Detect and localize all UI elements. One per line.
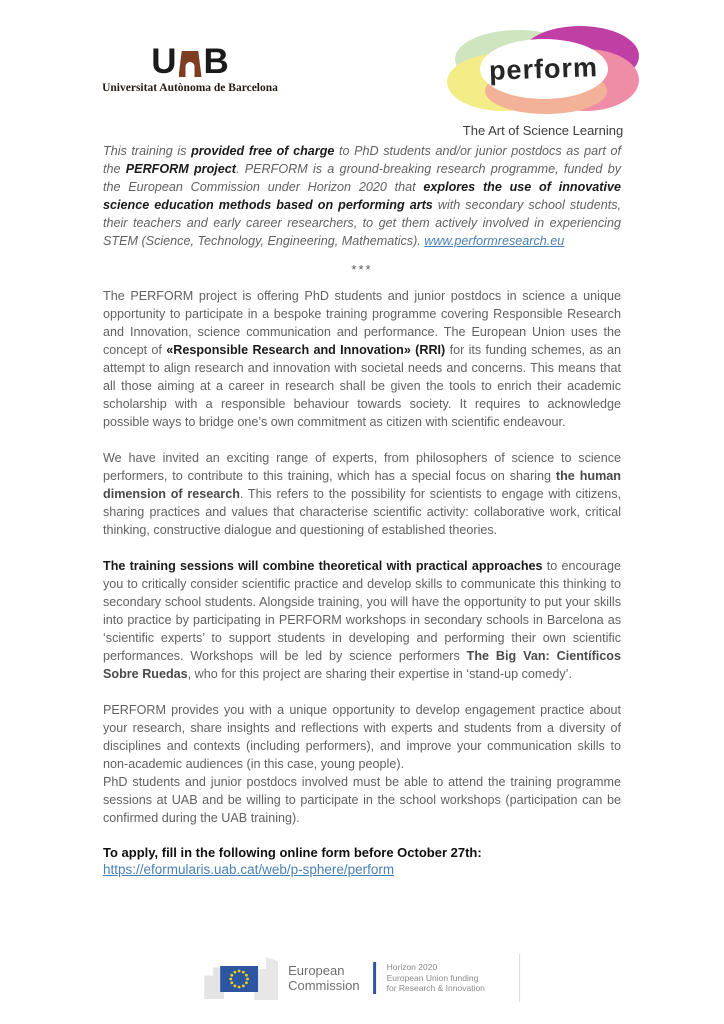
text-segment: with secondary school students, their teachers and early career researchers, to get them actively involved in experiencing STEM (Science, Technology, Engineering, Mathematics). — [103, 198, 621, 248]
text-segment: to PhD students and/or junior postdocs as part of the — [103, 144, 621, 176]
ec-name-line2: Commission — [288, 978, 360, 993]
ec-name — [288, 963, 360, 993]
funding-line3: for Research & Innovation — [386, 983, 485, 994]
paragraph-rri — [103, 287, 621, 431]
text-segment: PERFORM provides you with a unique opportunity to develop engagement practice about your research, share insights and reflections with experts and students from a diversity of disciplines and contexts (including performers), and improve your communication skills to non-academic audiences (in this case, young people). — [103, 703, 621, 771]
horizon-funding-text — [387, 962, 485, 994]
paragraph-training-sessions — [103, 557, 621, 683]
text-segment: We have invited an exciting range of experts, from philosophers of science to science performers, to contribute to this training, which has a special focus on sharing — [103, 451, 621, 483]
european-commission-logo — [204, 955, 278, 1001]
text-segment: explores the use of innovative science education methods based on performing arts — [103, 180, 621, 212]
paragraph-requirements — [103, 773, 621, 827]
perform-tagline: The Art of Science Learning — [462, 123, 624, 138]
document-body — [103, 142, 621, 877]
apply-heading: To apply, fill in the following online form before October 27th: — [103, 845, 482, 860]
ec-separator-bar — [373, 962, 376, 994]
text-segment: to encourage you to critically consider scientific practice and develop skills to communicate this thinking to secondary school students. Alongside training, you will have the opportunity to put your skills into practice by participating in PERFORM workshops in secondary schools in Barcelona as ‘scientific experts’ to support students in developing and performing their own scientific performances. Workshops will be led by science performers — [103, 559, 621, 663]
perform-ring-center — [480, 39, 608, 99]
application-form-link[interactable]: https://eformularis.uab.cat/web/p-sphere/perform — [103, 862, 395, 877]
uab-a-arch-icon — [179, 51, 202, 77]
funding-line2: European Union funding — [386, 972, 479, 983]
intro-paragraph — [103, 142, 621, 250]
text-segment: The PERFORM project is offering PhD students and junior postdocs in science a unique opportunity to participate in a bespoke training programme covering Responsible Research and Innovation, science communication and performance. The European Union uses the concept of — [103, 289, 621, 357]
footer-faint-divider — [519, 954, 520, 1002]
ec-name-line1: European — [288, 963, 345, 978]
paragraph-experts — [103, 449, 621, 539]
text-segment: The training sessions will combine theoretical with practical approaches — [103, 559, 543, 573]
text-segment: , who for this project are sharing their expertise in ‘stand-up comedy’. — [187, 667, 572, 681]
text-segment: provided free of charge — [191, 144, 335, 158]
inline-link[interactable]: www.performresearch.eu — [424, 234, 565, 248]
uab-letter-b: B — [203, 42, 229, 81]
uab-letter-u: U — [151, 42, 177, 81]
perform-logo — [447, 26, 639, 138]
uab-logo — [100, 44, 280, 94]
text-segment: PERFORM project — [125, 162, 236, 176]
text-segment: . This refers to the possibility for scientists to engage with citizens, sharing practices and values that characterise scientific activity: collaborative work, critical thinking, constructive dialogue and questioning of established theories. — [103, 487, 622, 537]
eu-flag-icon — [220, 966, 258, 992]
paragraph-opportunity — [103, 701, 621, 773]
apply-link-line — [103, 862, 621, 877]
text-segment: PhD students and junior postdocs involved must be able to attend the training programme sessions at UAB and be willing to participate in the school workshops (participation can be confirmed during the UAB training). — [103, 775, 621, 825]
ec-horizon-footer — [204, 954, 520, 1002]
perform-rings-icon — [447, 26, 639, 116]
uab-subtitle: Universitat Autònoma de Barcelona — [102, 82, 278, 94]
funding-line1: Horizon 2020 — [386, 962, 438, 973]
perform-wordmark: perform — [488, 51, 599, 86]
section-separator: *** — [351, 262, 373, 277]
text-segment: . PERFORM is a ground-breaking research programme, funded by the European Commission under Horizon 2020 that — [103, 162, 621, 194]
text-segment: the human dimension of research — [103, 469, 621, 501]
uab-wordmark — [100, 42, 280, 81]
text-segment: for its funding schemes, as an attempt to align research and innovation with societal needs and concerns. This means that all those aiming at a career in research shall be given the tools to enrich their academic scholarship with a responsible behaviour towards society. It requires to acknowledge possible ways to bridge one’s own commitment as citizen with scientific endeavour. — [103, 343, 621, 429]
text-segment: This training is — [103, 144, 192, 158]
text-segment: «Responsible Research and Innovation» (RRI) — [166, 343, 446, 357]
text-segment: The Big Van: Científicos Sobre Ruedas — [103, 649, 621, 681]
